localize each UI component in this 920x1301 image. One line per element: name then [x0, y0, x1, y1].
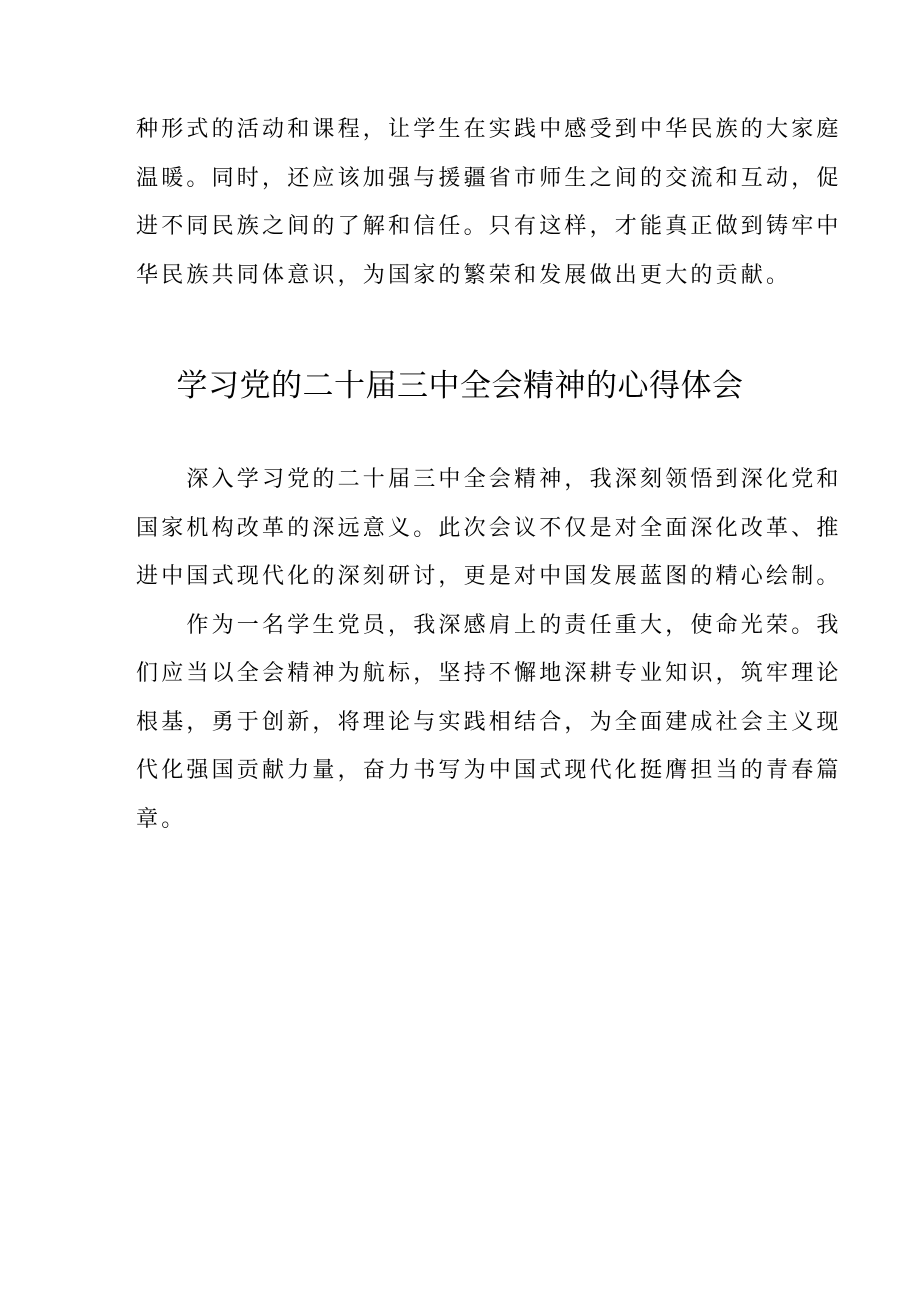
paragraph2-line-5: 章。: [136, 807, 187, 832]
paragraph1-line-2: 国家机构改革的深远意义。此次会议不仅是对全面深化改革、推: [136, 516, 842, 541]
paragraph1-line-1: 深入学习党的二十届三中全会精神，我深刻领悟到深化党和: [136, 467, 842, 492]
intro-line-4: 华民族共同体意识，为国家的繁荣和发展做出更大的贡献。: [136, 263, 792, 288]
paragraph2-line-4: 代化强国贡献力量，奋力书写为中国式现代化挺膺担当的青春篇: [136, 758, 842, 783]
intro-line-1: 种形式的活动和课程，让学生在实践中感受到中华民族的大家庭: [136, 117, 842, 142]
paragraph2-line-2: 们应当以全会精神为航标，坚持不懈地深耕专业知识，筑牢理论: [136, 661, 842, 686]
intro-line-2: 温暖。同时，还应该加强与援疆省市师生之间的交流和互动，促: [136, 166, 842, 191]
paragraph2-line-3: 根基，勇于创新，将理论与实践相结合，为全面建成社会主义现: [136, 710, 842, 735]
document-title: 学习党的二十届三中全会精神的心得体会: [176, 368, 744, 404]
intro-line-3: 进不同民族之间的了解和信任。只有这样，才能真正做到铸牢中: [136, 214, 842, 239]
paragraph2-line-1: 作为一名学生党员，我深感肩上的责任重大，使命光荣。我: [136, 613, 842, 638]
paragraph1-line-3: 进中国式现代化的深刻研讨，更是对中国发展蓝图的精心绘制。: [136, 564, 842, 589]
